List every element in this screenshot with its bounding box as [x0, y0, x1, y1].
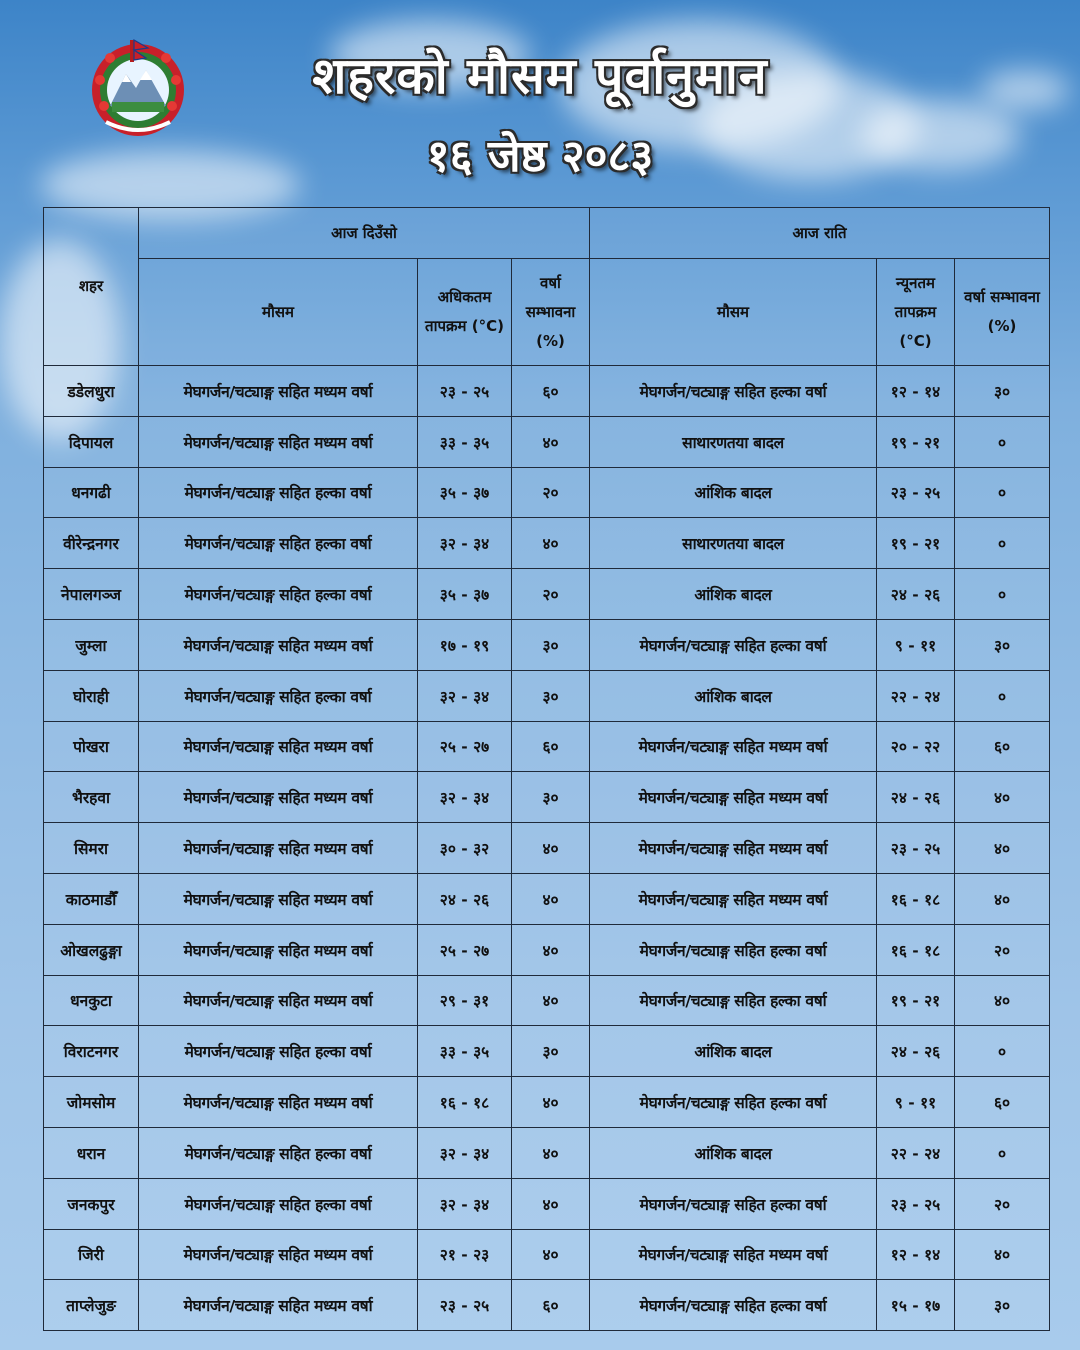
table-subheader-row [44, 259, 1050, 366]
column-header-day-weather: मौसम [139, 259, 418, 366]
max-temp-cell: ३२ - ३४ [418, 670, 512, 721]
day-rain-chance-cell: ४० [512, 975, 590, 1026]
column-header-max-temp: अधिकतम तापक्रम (°C) [418, 259, 512, 366]
day-rain-chance-cell: ६० [512, 366, 590, 417]
min-temp-cell: १५ - १७ [877, 1280, 955, 1331]
night-weather-cell: आंशिक बादल [590, 569, 877, 620]
night-rain-chance-cell: ४० [955, 772, 1050, 823]
night-rain-chance-cell: ६० [955, 721, 1050, 772]
min-temp-cell: २४ - २६ [877, 1026, 955, 1077]
table-row [44, 721, 1050, 772]
table-header-row [44, 208, 1050, 259]
city-cell: घोराही [44, 670, 139, 721]
night-rain-chance-cell: ३० [955, 366, 1050, 417]
day-weather-cell: मेघगर्जन/चट्याङ्ग सहित हल्का वर्षा [139, 670, 418, 721]
city-cell: जुम्ला [44, 619, 139, 670]
night-rain-chance-cell: ३० [955, 619, 1050, 670]
min-temp-cell: १६ - १८ [877, 873, 955, 924]
day-weather-cell: मेघगर्जन/चट्याङ्ग सहित हल्का वर्षा [139, 1127, 418, 1178]
city-cell: ताप्लेजुङ [44, 1280, 139, 1331]
max-temp-cell: २३ - २५ [418, 1280, 512, 1331]
night-weather-cell: मेघगर्जन/चट्याङ्ग सहित मध्यम वर्षा [590, 873, 877, 924]
city-cell: जोमसोम [44, 1077, 139, 1128]
city-cell: ओखलढुङ्गा [44, 924, 139, 975]
day-rain-chance-cell: ४० [512, 823, 590, 874]
forecast-table [43, 207, 1050, 1331]
city-cell: भैरहवा [44, 772, 139, 823]
day-rain-chance-cell: ३० [512, 772, 590, 823]
min-temp-cell: २२ - २४ [877, 670, 955, 721]
day-weather-cell: मेघगर्जन/चट्याङ्ग सहित हल्का वर्षा [139, 569, 418, 620]
day-weather-cell: मेघगर्जन/चट्याङ्ग सहित मध्यम वर्षा [139, 1077, 418, 1128]
max-temp-cell: ३० - ३२ [418, 823, 512, 874]
day-rain-chance-cell: ४० [512, 924, 590, 975]
table-row [44, 975, 1050, 1026]
day-weather-cell: मेघगर्जन/चट्याङ्ग सहित मध्यम वर्षा [139, 975, 418, 1026]
day-rain-chance-cell: ४० [512, 1077, 590, 1128]
column-header-night-weather: मौसम [590, 259, 877, 366]
table-row [44, 1127, 1050, 1178]
max-temp-cell: ३२ - ३४ [418, 772, 512, 823]
day-rain-chance-cell: ४० [512, 416, 590, 467]
night-rain-chance-cell: ० [955, 569, 1050, 620]
table-row [44, 1229, 1050, 1280]
day-rain-chance-cell: ४० [512, 1178, 590, 1229]
column-header-min-temp: न्यूनतम तापक्रम (°C) [877, 259, 955, 366]
night-rain-chance-cell: ४० [955, 975, 1050, 1026]
day-weather-cell: मेघगर्जन/चट्याङ्ग सहित मध्यम वर्षा [139, 1229, 418, 1280]
day-rain-chance-cell: ६० [512, 1280, 590, 1331]
day-rain-chance-cell: ३० [512, 1026, 590, 1077]
day-rain-chance-cell: २० [512, 467, 590, 518]
day-weather-cell: मेघगर्जन/चट्याङ्ग सहित मध्यम वर्षा [139, 416, 418, 467]
min-temp-cell: १९ - २१ [877, 975, 955, 1026]
night-weather-cell: मेघगर्जन/चट्याङ्ग सहित हल्का वर्षा [590, 619, 877, 670]
min-temp-cell: २३ - २५ [877, 823, 955, 874]
column-header-day-rain: वर्षा सम्भावना (%) [512, 259, 590, 366]
max-temp-cell: १६ - १८ [418, 1077, 512, 1128]
night-rain-chance-cell: २० [955, 924, 1050, 975]
max-temp-cell: ३३ - ३५ [418, 416, 512, 467]
night-rain-chance-cell: ४० [955, 873, 1050, 924]
max-temp-cell: ३२ - ३४ [418, 518, 512, 569]
max-temp-cell: २५ - २७ [418, 721, 512, 772]
day-rain-chance-cell: ६० [512, 721, 590, 772]
column-group-night: आज राति [590, 208, 1050, 259]
max-temp-cell: २९ - ३१ [418, 975, 512, 1026]
night-rain-chance-cell: ३० [955, 1280, 1050, 1331]
min-temp-cell: १२ - १४ [877, 366, 955, 417]
page-title: शहरको मौसम पूर्वानुमान [312, 47, 768, 105]
city-cell: धरान [44, 1127, 139, 1178]
table-row [44, 1026, 1050, 1077]
city-cell: वीरेन्द्रनगर [44, 518, 139, 569]
table-row [44, 1178, 1050, 1229]
night-rain-chance-cell: ० [955, 670, 1050, 721]
table-row [44, 416, 1050, 467]
day-rain-chance-cell: ४० [512, 1127, 590, 1178]
max-temp-cell: २५ - २७ [418, 924, 512, 975]
table-row [44, 670, 1050, 721]
night-weather-cell: मेघगर्जन/चट्याङ्ग सहित हल्का वर्षा [590, 1280, 877, 1331]
night-rain-chance-cell: ० [955, 518, 1050, 569]
day-weather-cell: मेघगर्जन/चट्याङ्ग सहित मध्यम वर्षा [139, 924, 418, 975]
min-temp-cell: १९ - २१ [877, 416, 955, 467]
max-temp-cell: ३३ - ३५ [418, 1026, 512, 1077]
column-header-night-rain: वर्षा सम्भावना (%) [955, 259, 1050, 366]
column-group-day: आज दिउँसो [139, 208, 590, 259]
day-weather-cell: मेघगर्जन/चट्याङ्ग सहित मध्यम वर्षा [139, 721, 418, 772]
day-rain-chance-cell: २० [512, 569, 590, 620]
night-rain-chance-cell: ० [955, 1127, 1050, 1178]
night-rain-chance-cell: ४० [955, 1229, 1050, 1280]
min-temp-cell: २३ - २५ [877, 467, 955, 518]
day-weather-cell: मेघगर्जन/चट्याङ्ग सहित मध्यम वर्षा [139, 772, 418, 823]
city-cell: डडेलधुरा [44, 366, 139, 417]
day-weather-cell: मेघगर्जन/चट्याङ्ग सहित हल्का वर्षा [139, 1178, 418, 1229]
night-weather-cell: आंशिक बादल [590, 670, 877, 721]
night-weather-cell: मेघगर्जन/चट्याङ्ग सहित मध्यम वर्षा [590, 823, 877, 874]
night-weather-cell: मेघगर्जन/चट्याङ्ग सहित हल्का वर्षा [590, 1178, 877, 1229]
day-weather-cell: मेघगर्जन/चट्याङ्ग सहित मध्यम वर्षा [139, 619, 418, 670]
night-weather-cell: आंशिक बादल [590, 1026, 877, 1077]
city-cell: नेपालगञ्ज [44, 569, 139, 620]
city-cell: काठमाडौँ [44, 873, 139, 924]
min-temp-cell: २२ - २४ [877, 1127, 955, 1178]
day-weather-cell: मेघगर्जन/चट्याङ्ग सहित हल्का वर्षा [139, 467, 418, 518]
min-temp-cell: ९ - ११ [877, 1077, 955, 1128]
min-temp-cell: १९ - २१ [877, 518, 955, 569]
min-temp-cell: १६ - १८ [877, 924, 955, 975]
day-rain-chance-cell: ४० [512, 518, 590, 569]
max-temp-cell: ३५ - ३७ [418, 569, 512, 620]
table-row [44, 924, 1050, 975]
day-rain-chance-cell: ४० [512, 1229, 590, 1280]
min-temp-cell: २४ - २६ [877, 772, 955, 823]
max-temp-cell: २३ - २५ [418, 366, 512, 417]
max-temp-cell: २४ - २६ [418, 873, 512, 924]
column-header-city: शहर [44, 208, 139, 366]
city-cell: धनगढी [44, 467, 139, 518]
day-weather-cell: मेघगर्जन/चट्याङ्ग सहित मध्यम वर्षा [139, 1280, 418, 1331]
table-row [44, 366, 1050, 417]
city-cell: विराटनगर [44, 1026, 139, 1077]
max-temp-cell: २१ - २३ [418, 1229, 512, 1280]
night-rain-chance-cell: ६० [955, 1077, 1050, 1128]
night-weather-cell: मेघगर्जन/चट्याङ्ग सहित मध्यम वर्षा [590, 772, 877, 823]
night-rain-chance-cell: ० [955, 467, 1050, 518]
max-temp-cell: ३५ - ३७ [418, 467, 512, 518]
night-weather-cell: आंशिक बादल [590, 467, 877, 518]
night-weather-cell: आंशिक बादल [590, 1127, 877, 1178]
max-temp-cell: ३२ - ३४ [418, 1178, 512, 1229]
night-weather-cell: मेघगर्जन/चट्याङ्ग सहित हल्का वर्षा [590, 924, 877, 975]
day-weather-cell: मेघगर्जन/चट्याङ्ग सहित मध्यम वर्षा [139, 366, 418, 417]
city-cell: जनकपुर [44, 1178, 139, 1229]
night-rain-chance-cell: ४० [955, 823, 1050, 874]
forecast-date: १६ जेष्ठ २०८३ [426, 131, 654, 182]
table-row [44, 1077, 1050, 1128]
city-cell: जिरी [44, 1229, 139, 1280]
day-rain-chance-cell: ३० [512, 670, 590, 721]
night-rain-chance-cell: ० [955, 1026, 1050, 1077]
max-temp-cell: ३२ - ३४ [418, 1127, 512, 1178]
table-row [44, 467, 1050, 518]
city-cell: पोखरा [44, 721, 139, 772]
night-rain-chance-cell: २० [955, 1178, 1050, 1229]
night-weather-cell: मेघगर्जन/चट्याङ्ग सहित हल्का वर्षा [590, 1077, 877, 1128]
max-temp-cell: १७ - १९ [418, 619, 512, 670]
day-rain-chance-cell: ३० [512, 619, 590, 670]
day-weather-cell: मेघगर्जन/चट्याङ्ग सहित मध्यम वर्षा [139, 873, 418, 924]
city-cell: धनकुटा [44, 975, 139, 1026]
table-row [44, 619, 1050, 670]
day-weather-cell: मेघगर्जन/चट्याङ्ग सहित मध्यम वर्षा [139, 823, 418, 874]
min-temp-cell: २३ - २५ [877, 1178, 955, 1229]
night-weather-cell: मेघगर्जन/चट्याङ्ग सहित हल्का वर्षा [590, 975, 877, 1026]
table-row [44, 569, 1050, 620]
day-weather-cell: मेघगर्जन/चट्याङ्ग सहित हल्का वर्षा [139, 518, 418, 569]
night-weather-cell: मेघगर्जन/चट्याङ्ग सहित हल्का वर्षा [590, 366, 877, 417]
table-row [44, 823, 1050, 874]
night-weather-cell: साथारणतया बादल [590, 518, 877, 569]
min-temp-cell: १२ - १४ [877, 1229, 955, 1280]
city-cell: सिमरा [44, 823, 139, 874]
table-row [44, 1280, 1050, 1331]
min-temp-cell: २० - २२ [877, 721, 955, 772]
min-temp-cell: २४ - २६ [877, 569, 955, 620]
city-cell: दिपायल [44, 416, 139, 467]
night-weather-cell: साथारणतया बादल [590, 416, 877, 467]
table-row [44, 772, 1050, 823]
night-rain-chance-cell: ० [955, 416, 1050, 467]
night-weather-cell: मेघगर्जन/चट्याङ्ग सहित मध्यम वर्षा [590, 1229, 877, 1280]
min-temp-cell: ९ - ११ [877, 619, 955, 670]
table-row [44, 873, 1050, 924]
day-rain-chance-cell: ४० [512, 873, 590, 924]
table-row [44, 518, 1050, 569]
night-weather-cell: मेघगर्जन/चट्याङ्ग सहित मध्यम वर्षा [590, 721, 877, 772]
day-weather-cell: मेघगर्जन/चट्याङ्ग सहित हल्का वर्षा [139, 1026, 418, 1077]
